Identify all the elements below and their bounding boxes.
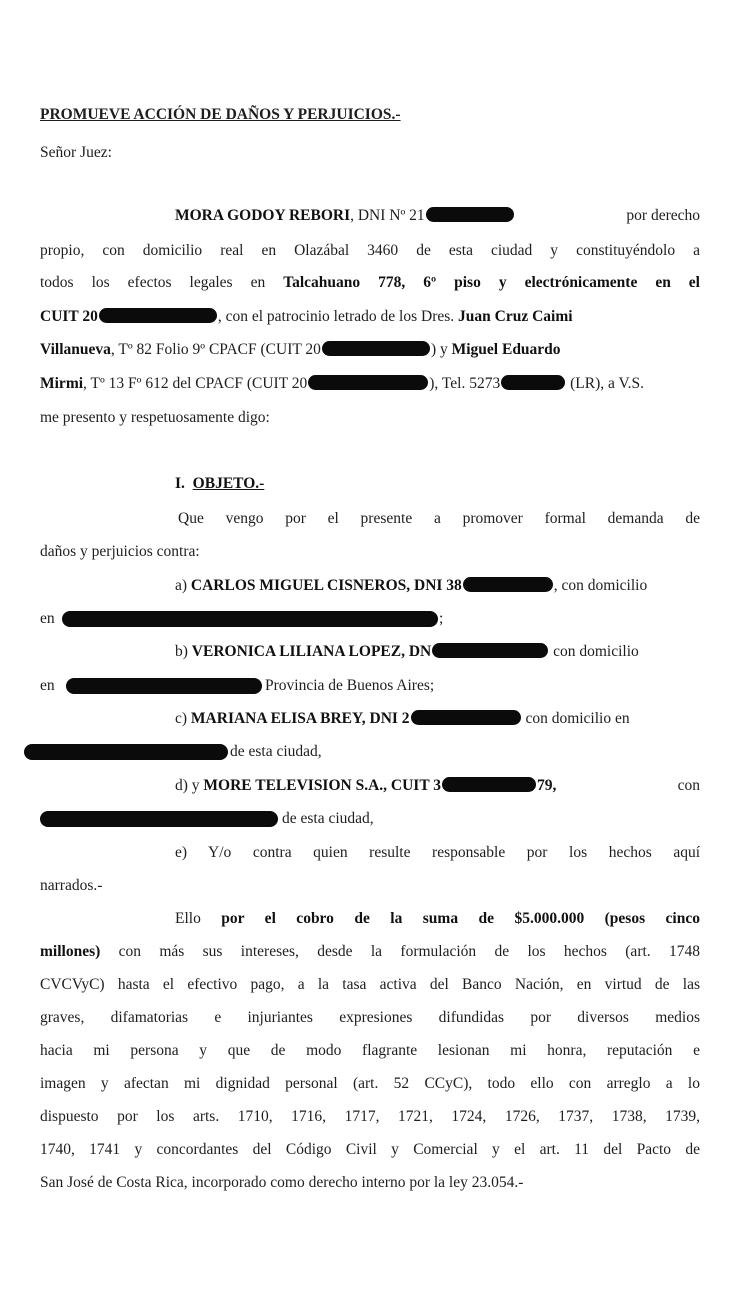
claim-line-5: hacia mi persona y que de modo flagrante lesionan mi honra, reputación e — [40, 1042, 700, 1059]
defendant-d-address: de esta ciudad, — [282, 810, 374, 827]
document-page: PROMUEVE ACCIÓN DE DAÑOS Y PERJUICIOS.- Señor Juez: MORA GODOY REBORI, DNI Nº 21 por derecho propio, con domicilio real en Olazábal 3460 de esta ciudad y constituyéndolo a todos los efectos legales en Talcahuano 778, 6º piso y electrónicamente en el CUIT 20 , con el patrocinio letrado de los Dres. Juan Cruz Caimi Villanueva, Tº 82 Folio 9º CPACF (CUIT 20 ) y Miguel Eduardo Mirmi, Tº 13 Fº 612 del CPACF (CUIT 20 ), Tel. 5273 (LR), a V.S. me presento y respetuosamente digo: I. OBJETO.- Que vengo por el presente a promover formal demanda de daños y perjuicios contra: a) CARLOS MIGUEL CISNEROS, DNI 38 , con domicilio en ; b) VERONICA LILIANA LOPEZ, DN con domicilio en Provincia de Buenos Aires; c) MARIANA ELISA BREY, DNI 2 con domicilio en de esta ciudad, d) y MORE TELEVISION S.A., CUIT 3 79, con de esta ciudad, e) Y/o contra quien resulte responsable por los hechos aquí narrados.- Ello por el cobro de la suma de $5.000.000 (pesos cinco millones) con más sus intereses, desde la formulación de los hechos (art. 1748 CVCVyC) hasta el efectivo pago, a la tasa activa del Banco Nación, en virtud de las graves, difamatorias e injuriantes expresiones difundidas por diversos medios hacia mi persona y que de modo flagrante lesionan mi honra, reputación e imagen y afectan mi dignidad personal (art. 52 CCyC), todo ello con arreglo a lo dispuesto por los arts. 1710, 1716, 1717, 1721, 1724, 1726, 1737, 1738, 1739, 1740, 1741 y concordantes del Código Civil y Comercial y el art. 11 del Pacto de San José de Costa Rica, incorporado como derecho interno por la ley 23.054.- — [0, 0, 730, 1300]
defendant-c-address: de esta ciudad, — [230, 743, 322, 760]
redaction-mark — [24, 744, 228, 760]
intro-line-7: me presento y respetuosamente digo: — [40, 409, 270, 426]
intro-line-2: propio, con domicilio real en Olazábal 3460 de esta ciudad y constituyéndolo a — [40, 242, 700, 259]
intro-line-4: CUIT 20 , con el patrocinio letrado de los Dres. Juan Cruz Caimi — [40, 308, 573, 325]
defendant-c: c) MARIANA ELISA BREY, DNI 2 con domicilio en — [175, 710, 630, 727]
claim-line-9: San José de Costa Rica, incorporado como derecho interno por la ley 23.054.- — [40, 1174, 524, 1191]
redaction-mark — [308, 375, 428, 390]
intro-line-5: Villanueva, Tº 82 Folio 9º CPACF (CUIT 20 ) y Miguel Eduardo — [40, 341, 561, 358]
claim-line-1: Ello por el cobro de la suma de $5.000.000 (pesos cinco — [175, 910, 700, 927]
defendant-e-cont: narrados.- — [40, 877, 103, 894]
claim-line-8: 1740, 1741 y concordantes del Código Civil y Comercial y el art. 11 del Pacto de — [40, 1141, 700, 1158]
intro-line-6: Mirmi, Tº 13 Fº 612 del CPACF (CUIT 20 ), Tel. 5273 (LR), a V.S. — [40, 375, 645, 392]
defendant-b-address: en — [40, 677, 55, 694]
document-title: PROMUEVE ACCIÓN DE DAÑOS Y PERJUICIOS.- — [40, 106, 401, 123]
claim-line-3: CVCVyC) hasta el efectivo pago, a la tasa activa del Banco Nación, en virtud de las — [40, 976, 700, 993]
claim-line-6: imagen y afectan mi dignidad personal (art. 52 CCyC), todo ello con arreglo a lo — [40, 1075, 700, 1092]
redaction-mark — [463, 577, 553, 592]
redaction-mark — [62, 611, 438, 627]
objeto-line-2: daños y perjuicios contra: — [40, 543, 200, 560]
redaction-mark — [426, 207, 514, 222]
objeto-line-1: Que vengo por el presente a promover formal demanda de — [178, 510, 700, 527]
section-heading: I. OBJETO.- — [175, 475, 265, 492]
defendant-d: d) y MORE TELEVISION S.A., CUIT 3 79, con — [175, 777, 700, 794]
redaction-mark — [99, 308, 217, 323]
defendant-a: a) CARLOS MIGUEL CISNEROS, DNI 38 , con domicilio — [175, 577, 648, 594]
defendant-e: e) Y/o contra quien resulte responsable por los hechos aquí — [175, 844, 700, 861]
redaction-mark — [40, 811, 278, 827]
claim-line-2: millones) con más sus intereses, desde la formulación de los hechos (art. 1748 — [40, 943, 700, 960]
intro-line-1: MORA GODOY REBORI, DNI Nº 21 por derecho — [175, 207, 700, 224]
redaction-mark — [432, 643, 548, 658]
redaction-mark — [322, 341, 430, 356]
plaintiff-name: MORA GODOY REBORI — [175, 207, 351, 224]
salutation: Señor Juez: — [40, 144, 112, 161]
defendant-b: b) VERONICA LILIANA LOPEZ, DN con domicilio — [175, 643, 639, 660]
claim-line-7: dispuesto por los arts. 1710, 1716, 1717, 1721, 1724, 1726, 1737, 1738, 1739, — [40, 1108, 700, 1125]
redaction-mark — [66, 678, 262, 694]
intro-line-3: todos los efectos legales en Talcahuano 778, 6º piso y electrónicamente en el — [40, 274, 700, 291]
claim-line-4: graves, difamatorias e injuriantes expresiones difundidas por diversos medios — [40, 1009, 700, 1026]
redaction-mark — [501, 375, 565, 390]
redaction-mark — [411, 710, 521, 725]
redaction-mark — [442, 777, 536, 792]
defendant-a-address: en — [40, 610, 55, 627]
